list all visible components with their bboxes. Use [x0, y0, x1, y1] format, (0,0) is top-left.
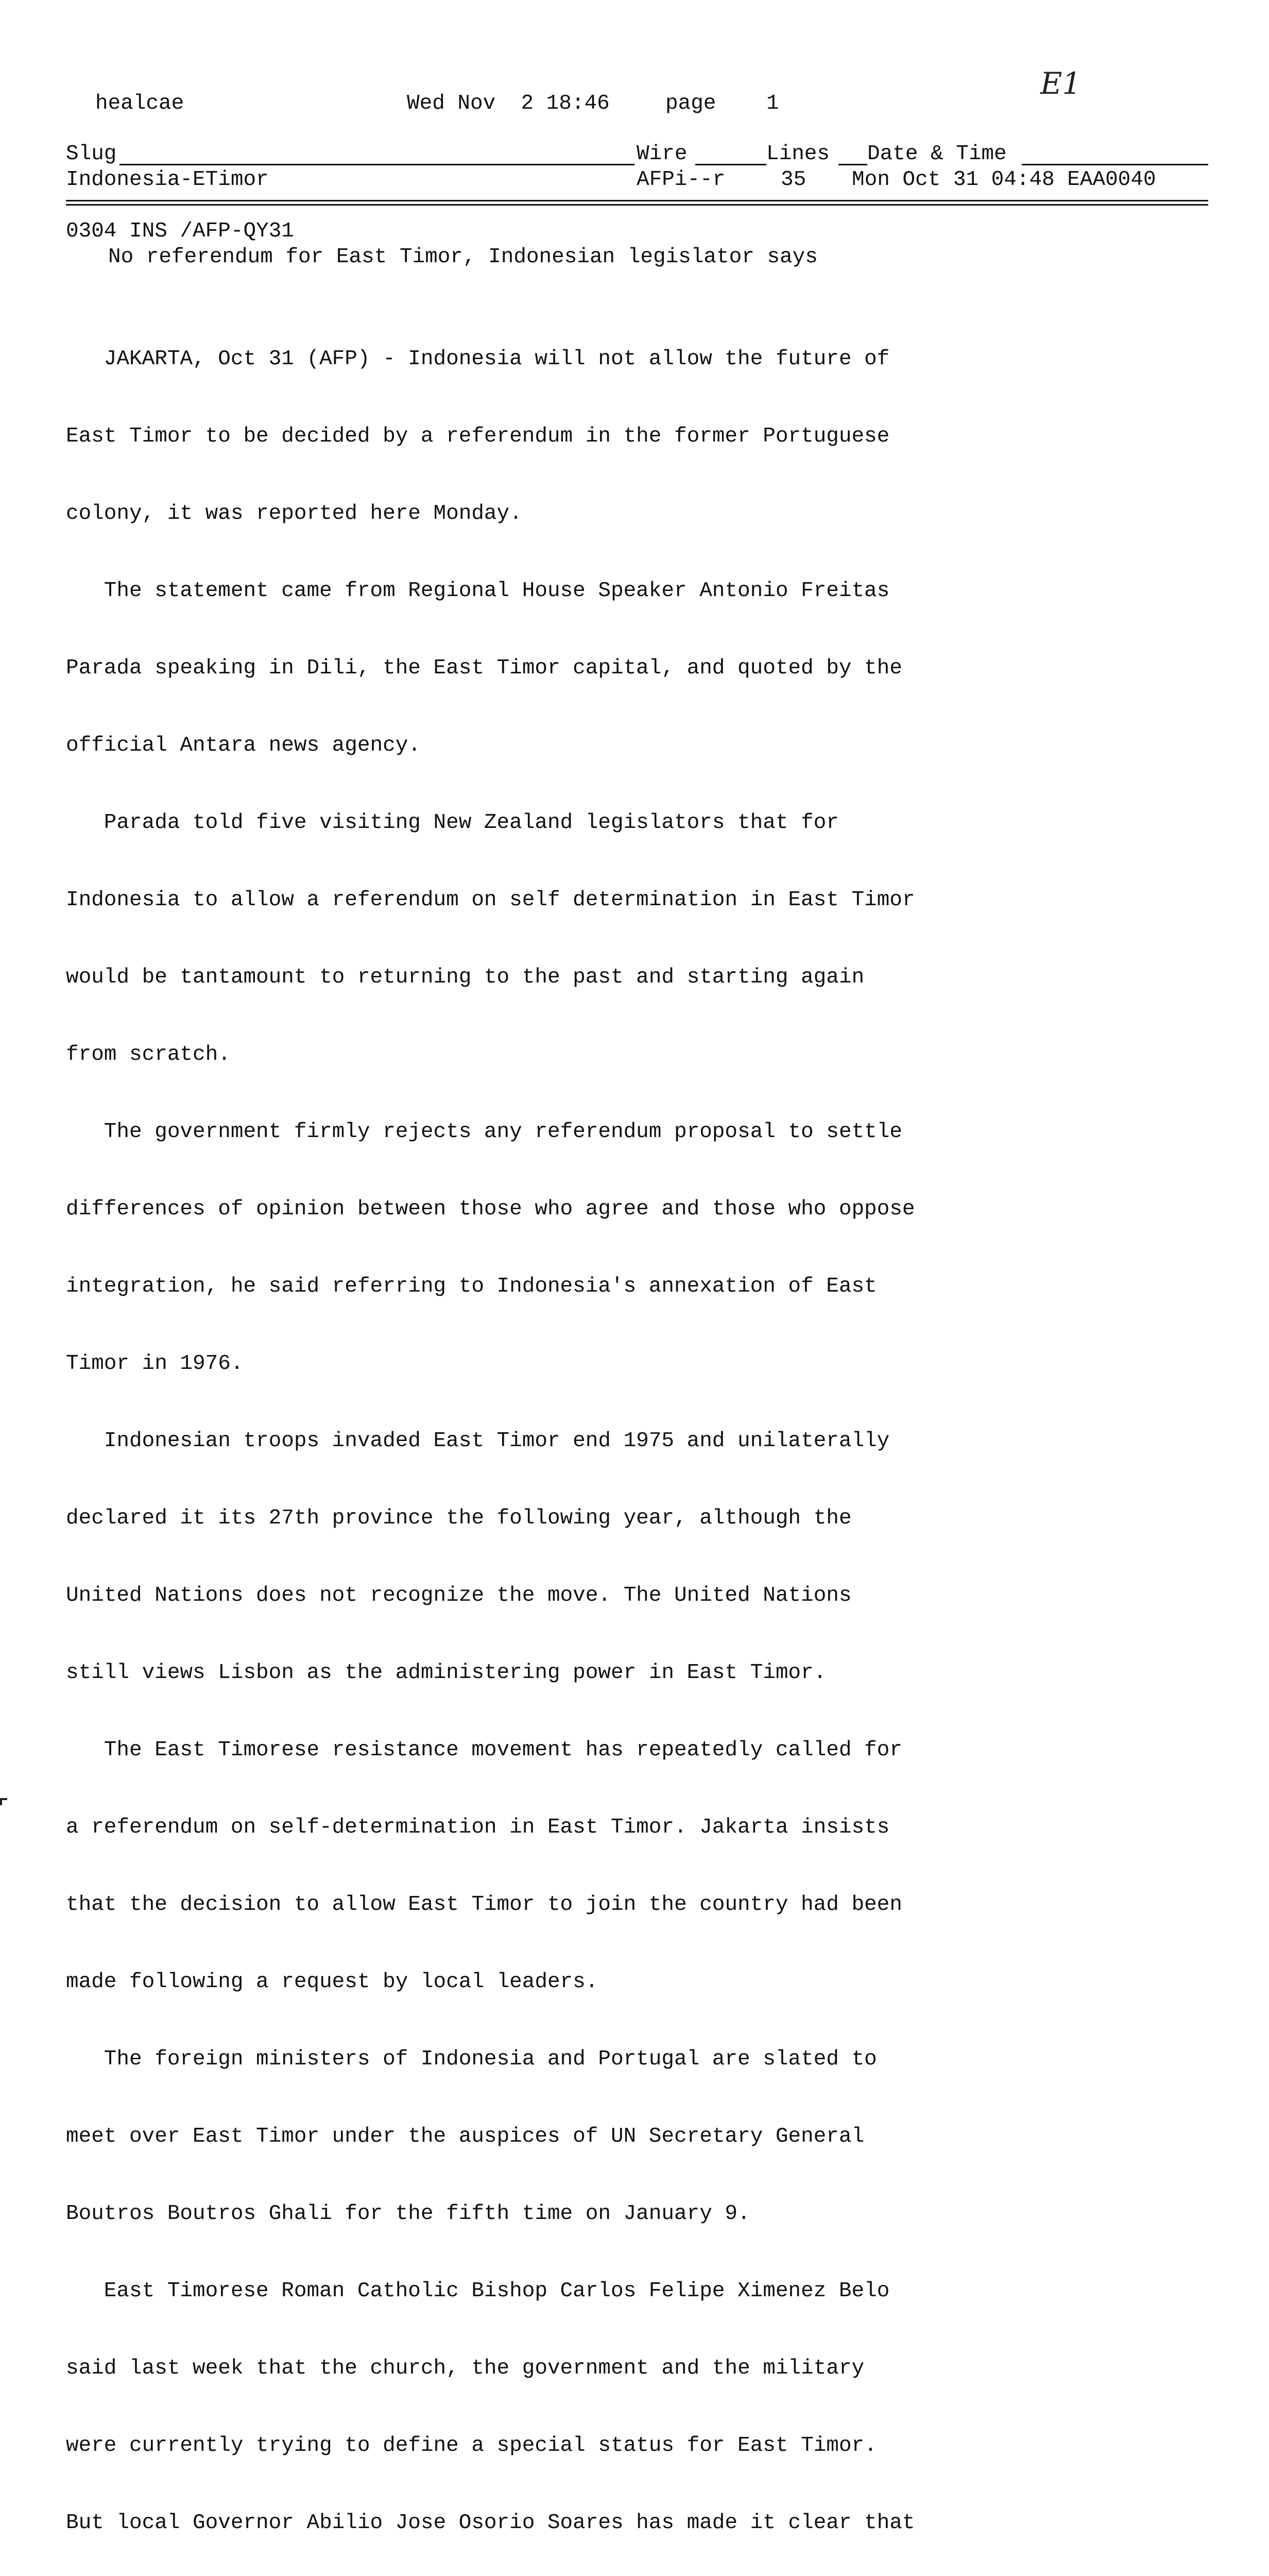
story-line: still views Lisbon as the administering power in East Timor. — [66, 1661, 827, 1685]
story-line: from scratch. — [66, 1043, 231, 1066]
story-line: East Timorese Roman Catholic Bishop Carlos Felipe Ximenez Belo — [66, 2279, 890, 2303]
story-line: United Nations does not recognize the move. The United Nations — [66, 1584, 852, 1607]
story-body — [66, 295, 1199, 2576]
story-line: Indonesia to allow a referendum on self determination in East Timor — [66, 888, 915, 912]
story-line: The statement came from Regional House Speaker Antonio Freitas — [66, 579, 890, 603]
lines-label: Lines — [766, 142, 830, 166]
story-line: JAKARTA, Oct 31 (AFP) - Indonesia will not allow the future of — [66, 347, 890, 371]
header-page-label: page — [665, 92, 716, 115]
story-headline: No referendum for East Timor, Indonesian legislator says — [108, 245, 818, 269]
story-line: East Timor to be decided by a referendum in the former Portuguese — [66, 425, 890, 448]
lines-underline — [838, 164, 867, 165]
story-line: The East Timorese resistance movement has repeatedly called for — [66, 1738, 902, 1762]
story-line: a referendum on self-determination in East Timor. Jakarta insists — [66, 1816, 890, 1839]
story-line: that the decision to allow East Timor to join the country had been — [66, 1893, 902, 1917]
header-datetime: Wed Nov 2 18:46 — [407, 92, 610, 115]
lines-value: 35 — [781, 168, 807, 192]
story-line: would be tantamount to returning to the past and starting again — [66, 965, 865, 989]
slug-underline — [119, 164, 634, 165]
story-line: Parada told five visiting New Zealand legislators that for — [66, 811, 839, 835]
story-line: Timor in 1976. — [66, 1352, 244, 1376]
story-line: Indonesian troops invaded East Timor end 1975 and unilaterally — [66, 1429, 890, 1453]
header-user: healcae — [95, 92, 184, 115]
story-line: Parada speaking in Dili, the East Timor capital, and quoted by the — [66, 656, 902, 680]
slug-label: Slug — [66, 142, 117, 166]
handwritten-note: E1 — [1040, 66, 1082, 101]
story-line: official Antara news agency. — [66, 734, 421, 757]
story-line: But local Governor Abilio Jose Osorio Soares has made it clear that — [66, 2511, 915, 2535]
story-line: colony, it was reported here Monday. — [66, 502, 522, 526]
slug-value: Indonesia-ETimor — [66, 168, 269, 192]
wire-label: Wire — [637, 142, 688, 166]
story-line: made following a request by local leaders. — [66, 1970, 598, 1994]
story-line: were currently trying to define a special status for East Timor. — [66, 2434, 877, 2458]
story-line: differences of opinion between those who agree and those who oppose — [66, 1197, 915, 1221]
date-time-underline — [1022, 164, 1208, 165]
wire-value: AFPi--r — [637, 168, 726, 192]
date-time-label: Date & Time — [867, 142, 1007, 166]
story-code: 0304 INS /AFP-QY31 — [66, 219, 294, 243]
story-line: declared it its 27th province the following year, although the — [66, 1506, 852, 1530]
wire-underline — [695, 164, 766, 165]
story-line: The government firmly rejects any referendum proposal to settle — [66, 1120, 902, 1144]
story-line: integration, he said referring to Indonesia's annexation of East — [66, 1275, 877, 1298]
story-line: said last week that the church, the government and the military — [66, 2357, 865, 2380]
story-line: The foreign ministers of Indonesia and Portugal are slated to — [66, 2047, 877, 2071]
story-line: meet over East Timor under the auspices of UN Secretary General — [66, 2125, 865, 2148]
separator-rule — [66, 200, 1208, 206]
date-time-value: Mon Oct 31 04:48 EAA0040 — [852, 168, 1156, 192]
scan-mark — [0, 1798, 7, 1805]
header-page-number: 1 — [766, 92, 779, 115]
story-line: Boutros Boutros Ghali for the fifth time on January 9. — [66, 2202, 750, 2226]
